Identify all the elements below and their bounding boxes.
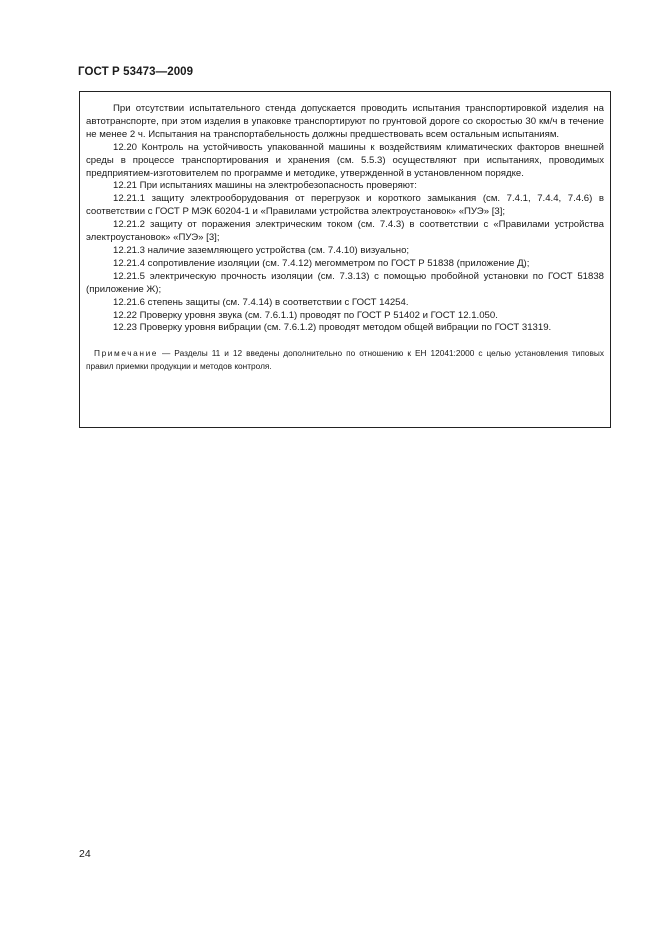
note-text: — Разделы 11 и 12 введены дополнительно по отношению к ЕН 12041:2000 с целью установления типовых правил приемки продукции и методов контроля. — [86, 348, 604, 372]
paragraph-12-22: 12.22 Проверку уровня звука (см. 7.6.1.1) проводят по ГОСТ Р 51402 и ГОСТ 12.1.050. — [113, 309, 498, 321]
paragraph-12-23: 12.23 Проверку уровня вибрации (см. 7.6.1.2) проводят методом общей вибрации по ГОСТ 31319. — [113, 322, 552, 334]
document-header: ГОСТ Р 53473—2009 — [78, 66, 194, 78]
paragraph-12-21-6: 12.21.6 степень защиты (см. 7.4.14) в соответствии с ГОСТ 14254. — [113, 296, 409, 308]
note — [86, 347, 604, 373]
paragraph-12-21-5: 12.21.5 электрическую прочность изоляции (см. 7.3.13) с помощью пробойной установки по ГОСТ 51838 (приложение Ж); — [86, 270, 604, 295]
paragraph-12-20: 12.20 Контроль на устойчивость упакованной машины к воздействиям климатических факторов внешней среды в процессе транспортирования и хранения (см. 5.5.3) осуществляют при испытаниях, проводимых предприятием-изготовителем по программе и методике, утвержденной в установленном порядке. — [86, 141, 604, 179]
paragraph-12-21-3: 12.21.3 наличие заземляющего устройства (см. 7.4.10) визуально; — [113, 244, 410, 256]
paragraph-12-21-1: 12.21.1 защиту электрооборудования от перегрузок и короткого замыкания (см. 7.4.1, 7.4.4, 7.4.6) в соответствии с ГОСТ Р МЭК 60204-1 и «Правилами устройства электроустановок» «ПУЭ» [3]; — [86, 193, 604, 218]
paragraph-12-21-4: 12.21.4 сопротивление изоляции (см. 7.4.12) мегомметром по ГОСТ Р 51838 (приложение Д); — [113, 257, 530, 269]
paragraph-12-21-2: 12.21.2 защиту от поражения электрическим током (см. 7.4.3) в соответствии с «Правилами устройства электроустановок» «ПУЭ» [3]; — [86, 219, 604, 244]
content-frame — [79, 91, 611, 428]
paragraph-transport-test: При отсутствии испытательного стенда допускается проводить испытания транспортировкой изделия на автотранспорте, при этом изделия в упаковке транспортируют по грунтовой дороге со скоростью 30 км/ч в течение не менее 2 ч. Испытания на транспортабельность должны предшествовать всем остальным испытаниям. — [86, 103, 604, 140]
note-label: Примечание — [94, 348, 159, 359]
paragraph-12-21: 12.21 При испытаниях машины на электробезопасность проверяют: — [113, 180, 417, 192]
page-number: 24 — [79, 848, 91, 860]
